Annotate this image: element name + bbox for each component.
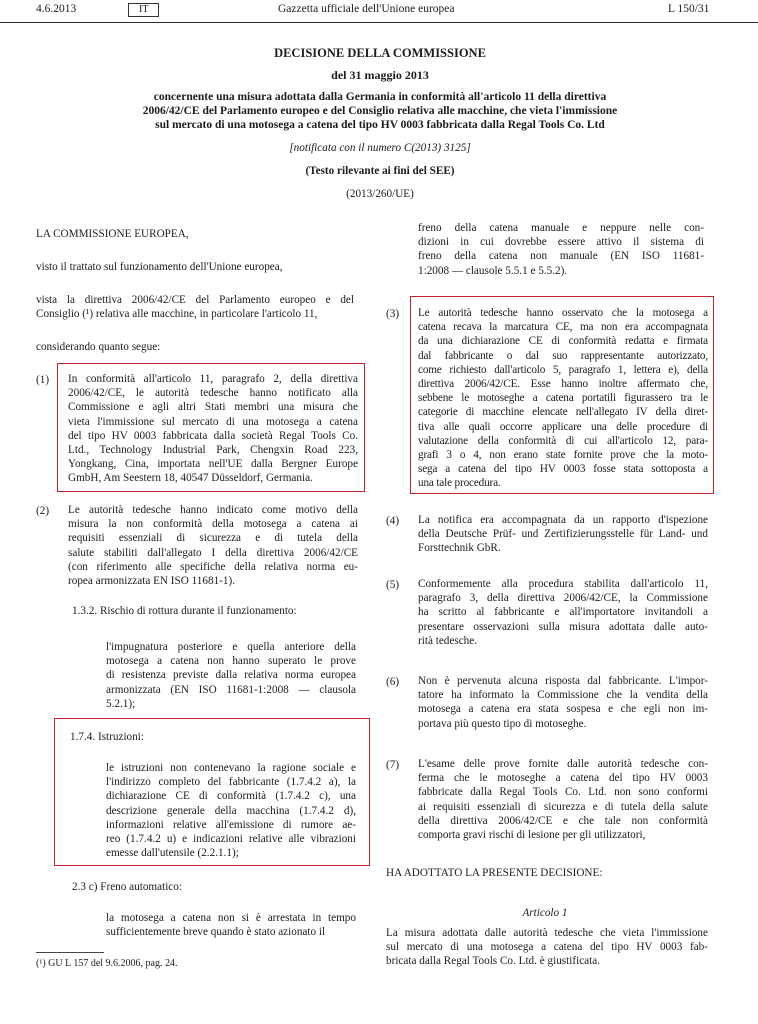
brake-continuation-text [418, 221, 704, 278]
text-line: del tipo HV 0003 fabbricata dalla società Regal Tools Co. [68, 429, 358, 442]
text-line: sul mercato di una motosega a catena del tipo HV 0003 fab- [386, 941, 708, 954]
text-line: fabbricate dalla Regal Tools Co. Ltd. non sono conformi [418, 786, 708, 799]
eea-relevance: (Testo rilevante ai fini del SEE) [305, 165, 455, 177]
text-line: Consiglio (¹) relativa alle macchine, in particolare l'articolo 11, [36, 308, 318, 321]
text-line: ha scritto al fabbricante e all'importatore invitandoli a [418, 606, 708, 619]
text-line: informazioni relative all'emissione di rumore ae- [106, 818, 356, 831]
text-line: emesse dall'utensile (2.2.1.1); [106, 847, 239, 860]
text-line: bricata dalla Regal Tools Co. Ltd. è giustificata. [386, 955, 600, 968]
page-ref: L 150/31 [668, 3, 710, 15]
text-line: Commissione e agli altri Stati membri una misura che [68, 401, 358, 414]
text-line: rità tedesche. [418, 634, 478, 647]
section-23-text [106, 911, 356, 939]
text-line: ropea armonizzata EN ISO 11681-1). [68, 575, 236, 588]
adopted-line: HA ADOTTATO LA PRESENTE DECISIONE: [386, 867, 603, 879]
recital-3-number: (3) [386, 308, 400, 320]
text-line: paragrafo 3, della direttiva 2006/42/CE, la Commissione [418, 592, 708, 605]
text-line: salute stabiliti dall'allegato I della direttiva 2006/42/CE [68, 546, 358, 559]
recital-4-number: (4) [386, 515, 400, 527]
header-date: 4.6.2013 [36, 3, 77, 15]
recital-2-text [68, 503, 358, 588]
text-line: reo (1.7.4.2 u) e indicazioni relative alle vibrazioni [106, 833, 356, 846]
article-1-text [386, 926, 708, 969]
text-line: Yongkang, Cina, importata nell'UE dalla Bergner Europe [68, 458, 358, 471]
text-line: 2006/42/CE, le autorità tedesche hanno notificato alla [68, 387, 358, 400]
text-line: requisiti essenziali di sicurezza e di tutela della [68, 532, 358, 545]
text-line: sufficientemente breve quando è stato azionato il [106, 926, 326, 939]
text-line: Forsttechnik GbR. [418, 542, 501, 555]
text-line: vieta l'immissione sul mercato di una motosega a catena [68, 415, 358, 428]
text-line: (con riferimento alle specifiche della relativa norma eu- [68, 560, 358, 573]
text-line: motosega a catena non hanno superato le prove [106, 655, 356, 668]
recital-3-text [418, 306, 708, 491]
text-line: Non è pervenuta alcuna risposta dal fabbricante. L'impor- [418, 675, 708, 687]
text-line: freno della catena non manuale (EN ISO 11681- [418, 250, 704, 263]
text-line: valutazione della conformità di cui all'articolo 12, para- [418, 434, 708, 447]
recital-6-text [418, 674, 708, 731]
text-line: concernente una misura adottata dalla Germania in conformità all'articolo 11 della direttiva [153, 91, 607, 103]
text-line: comporta gravi rischi di lesione per gli utilizzatori, [418, 829, 646, 842]
text-line: Ltd., Technology Industrial Park, Chengxin Road 223, [68, 444, 358, 457]
considering-line: considerando quanto segue: [36, 341, 161, 353]
decision-subject [40, 90, 720, 133]
text-line: sega a catena del tipo HV 0003 fosse stata sottoposta a [418, 463, 708, 476]
language-badge: IT [128, 3, 159, 17]
text-line: vista la direttiva 2006/42/CE del Parlamento europeo e del [36, 294, 354, 306]
decision-number: (2013/260/UE) [346, 188, 414, 200]
text-line: misura la non conformità della motosega a catena ai [68, 518, 358, 531]
section-174-heading: 1.7.4. Istruzioni: [70, 731, 144, 743]
text-line: La notifica era accompagnata da un rapporto d'ispezione [418, 514, 708, 526]
text-line: l'indirizzo completo del fabbricante (1.7.4.2 a), la [106, 776, 356, 789]
recital-5-text [418, 577, 708, 648]
text-line: In conformità all'articolo 11, paragrafo 2, della direttiva [68, 373, 358, 385]
text-line: GmbH, Am Seestern 18, 40547 Düsseldorf, Germania. [68, 472, 313, 485]
directive-reference [36, 293, 354, 321]
text-line: ferma che le motoseghe a catena del tipo HV 0003 [418, 772, 708, 785]
text-line: la motosega a catena non si è arrestata in tempo [106, 912, 356, 924]
text-line: come richiesto dall'articolo 5, paragrafo 1, lettera e), della [418, 363, 708, 376]
footnote-rule [36, 952, 104, 953]
section-132-heading: 1.3.2. Rischio di rottura durante il funzionamento: [72, 605, 297, 617]
text-line: 5.2.1); [106, 697, 136, 710]
text-line: dichiarazione CE di conformità (1.7.4.2 c), una [106, 790, 356, 803]
text-line: tiva alle quali occorre applicare una delle procedure di [418, 420, 708, 433]
text-line: presentare osservazioni sulla misura adottata dalle auto- [418, 620, 708, 633]
recital-6-number: (6) [386, 676, 400, 688]
text-line: motosega a catena era stata sospesa e che egli non im- [418, 703, 708, 716]
text-line: categorie di macchine elencate nell'allegato IV della diret- [418, 406, 708, 419]
text-line: dizioni in cui dovrebbe essere attivo il sistema di [418, 236, 704, 249]
text-line: catena recava la marcatura CE, ma non era accompagnata [418, 321, 708, 334]
text-line: della Deutsche Prüf- und Zertifizierungsstelle für Land- und [418, 528, 708, 541]
text-line: La misura adottata dalle autorità tedesche che vieta l'immissione [386, 927, 708, 939]
recital-4-text [418, 513, 708, 556]
notified-number: [notificata con il numero C(2013) 3125] [289, 142, 471, 154]
text-line: della direttiva 2006/42/CE e che tale non conformità [418, 814, 708, 827]
footnote: (¹) GU L 157 del 9.6.2006, pag. 24. [36, 958, 178, 969]
text-line: sul mercato di una motosega a catena del tipo HV 0003 fabbricata dalla Regal Tools Co. Ltd [155, 119, 605, 132]
text-line: grafi 3 o 4, non erano state fornite prove che la moto- [418, 449, 708, 462]
recital-2-number: (2) [36, 505, 50, 517]
text-line: 2006/42/CE del Parlamento europeo e del Consiglio relativa alle macchine, che vieta l'immissione [142, 105, 618, 118]
journal-name: Gazzetta ufficiale dell'Unione europea [278, 3, 455, 15]
text-line: di resistenza previste dalla relativa norma europea [106, 669, 356, 682]
commission-line: LA COMMISSIONE EUROPEA, [36, 228, 189, 240]
recital-5-number: (5) [386, 579, 400, 591]
recital-7-number: (7) [386, 759, 400, 771]
text-line: l'impugnatura posteriore e quella anteriore della [106, 641, 356, 653]
text-line: una tale procedura. [418, 477, 501, 490]
highlight-box-recital-1 [57, 363, 365, 492]
text-line: tatore ha informato la Commissione che la vendita della [418, 689, 708, 702]
text-line: L'esame delle prove fornite dalle autorità tedesche con- [418, 758, 708, 770]
text-line: Le autorità tedesche hanno osservato che la motosega a [418, 307, 708, 319]
text-line: da una dichiarazione CE di conformità redatta e firmata [418, 335, 708, 348]
text-line: dal fabbricante o dal suo rappresentante autorizzato, [418, 349, 708, 362]
text-line: portava più questo tipo di motoseghe. [418, 717, 587, 730]
recital-7-text [418, 757, 708, 842]
text-line: direttiva 2006/42/CE. Esse hanno inoltre affermato che, [418, 378, 708, 391]
section-132-text [106, 640, 356, 711]
decision-date: del 31 maggio 2013 [331, 68, 429, 82]
text-line: Le autorità tedesche hanno indicato come motivo della [68, 504, 358, 516]
text-line: descrizione generale della macchina (1.7.4.2 d), [106, 804, 356, 817]
text-line: Conformemente alla procedura stabilita dall'articolo 11, [418, 578, 708, 590]
journal-header [0, 0, 758, 23]
article-1-heading: Articolo 1 [522, 907, 568, 919]
text-line: 1:2008 — clausole 5.5.1 e 5.5.2). [418, 264, 568, 277]
section-174-text [106, 761, 356, 860]
decision-title: DECISIONE DELLA COMMISSIONE [274, 46, 486, 60]
text-line: le istruzioni non contenevano la ragione sociale e [106, 762, 356, 774]
text-line: sebbene le motoseghe a catena portatili figurassero tra le [418, 392, 708, 405]
treaty-line: visto il trattato sul funzionamento dell'Unione europea, [36, 261, 283, 273]
section-23-heading: 2.3 c) Freno automatico: [72, 881, 182, 893]
text-line: ai requisiti essenziali di sicurezza e di tutela della salute [418, 800, 708, 813]
text-line: armonizzata (EN ISO 11681-1:2008 — clausola [106, 683, 356, 696]
recital-1-number: (1) [36, 374, 50, 386]
text-line: freno della catena manuale e neppure nelle con- [418, 222, 704, 234]
